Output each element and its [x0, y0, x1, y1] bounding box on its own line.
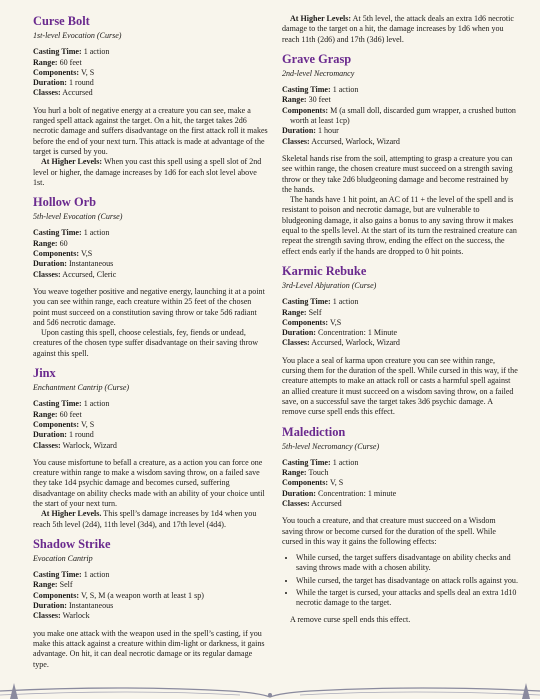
stat-casting-time: Casting Time: 1 action: [282, 85, 359, 95]
stat-range: Range: 60 feet: [33, 57, 82, 67]
higher-levels: At Higher Levels: At 5th level, the attack deals an extra 1d6 necrotic damage to the target on a hit, the damage increases by 1d6 when you reach 11th (2d6) and 17th (3d6) level.: [282, 14, 514, 44]
stat-range: Range: Self: [282, 307, 322, 317]
stat-casting-time: Casting Time: 1 action: [33, 47, 110, 57]
higher-levels: At Higher Levels: When you cast this spell using a spell slot of 2nd level or higher, the damage increases by 1d6 for each slot level above 1st.: [33, 157, 262, 187]
spell-subtitle: 5th-level Necromancy (Curse): [282, 441, 380, 451]
stat-casting-time: Casting Time: 1 action: [282, 457, 359, 467]
spell-description: You hurl a bolt of negative energy at a creature you can see, make a ranged spell attack against the target. On a hit, the target takes 2d6 necrotic damage and suffers disadvantage on the first attack roll it makes before the end of your next turn. This attack is made at advantage of the target is cursed by you.: [33, 105, 268, 156]
stat-range: Range: Self: [33, 580, 73, 590]
spell-title: Jinx: [33, 366, 56, 381]
spell-description: You touch a creature, and that creature must succeed on a Wisdom saving throw or become cursed for the duration of the spell. While cursed in this way it gains the following effects:: [282, 516, 496, 546]
stat-classes: Classes: Accursed: [282, 498, 342, 508]
spell-description: Skeletal hands rise from the soil, attempting to grasp a creature you can see within range, the chosen creature must succeed on a strength saving throw or they take 2d6 bludgeoning damage and become restrained by the hands.: [282, 153, 513, 194]
effects-list: [282, 553, 518, 608]
stat-duration: Duration: 1 hour: [282, 126, 339, 136]
stat-classes: Classes: Accursed, Cleric: [33, 269, 117, 279]
stat-classes: Classes: Warlock: [33, 611, 90, 621]
spell-subtitle: Evocation Cantrip: [33, 553, 93, 563]
stat-duration: Duration: 1 round: [33, 430, 94, 440]
spell-jinx: [33, 366, 269, 530]
spell-subtitle: 5th-level Evocation (Curse): [33, 212, 123, 222]
spell-title: Malediction: [282, 424, 346, 439]
stat-duration: Duration: Instantaneous: [33, 601, 114, 611]
stat-duration: Duration: Concentration: 1 Minute: [282, 328, 398, 338]
spell-curse-bolt: [33, 14, 269, 188]
right-column: [282, 14, 518, 632]
stat-classes: Classes: Accursed, Warlock, Wizard: [282, 338, 400, 348]
spell-description: You weave together positive and negative energy, launching it at a point you can see within range, each creature within 25 feet of the chosen point must succeed on a constitution saving throw or take 5d6 radiant and 5d6 necrotic damage.: [33, 286, 265, 327]
spell-title: Karmic Rebuke: [282, 263, 367, 278]
spell-description-2: The hands have 1 hit point, an AC of 11 + the level of the spell and is resistant to poison and necrotic damage, but are vulnerable to bludgeoning damage, it also gains a bonus to any saving throw it makes equal to the spells level. At the start of its turn the restrained creature can repeat the strength saving throw, ending the effect on the success, the effect ends early if the hands are dropped to 0 hit points.: [282, 195, 517, 256]
footer-ornament: [0, 661, 540, 699]
stat-components: Components: V,S: [33, 249, 93, 259]
stat-range: Range: 60: [33, 238, 68, 248]
stat-range: Range: Touch: [282, 468, 329, 478]
stat-casting-time: Casting Time: 1 action: [33, 399, 110, 409]
left-column: [33, 14, 269, 677]
stat-components: Components: V, S, M (a weapon worth at least 1 sp): [33, 590, 204, 600]
list-item: • While cursed, the target suffers disadvantage on ability checks and saving throws made with a chosen ability.: [296, 553, 518, 574]
spell-hollow-orb: [33, 195, 269, 359]
list-item: • While the target is cursed, your attacks and spells deal an extra 1d10 necrotic damage to the target.: [296, 588, 518, 609]
stat-classes: Classes: Accursed: [33, 88, 93, 98]
higher-levels: At Higher Levels. This spell’s damage increases by 1d4 when you reach 5th level (2d4), 11th level (3d4), and 17th level (4d4).: [33, 509, 257, 529]
spell-grave-grasp: [282, 52, 518, 257]
stat-components: Components: V, S: [33, 419, 95, 429]
stat-components: Components: V, S: [33, 67, 95, 77]
shadow-strike-continued: [282, 14, 518, 45]
spell-karmic-rebuke: [282, 264, 518, 418]
stat-duration: Duration: Instantaneous: [33, 259, 114, 269]
stat-range: Range: 30 feet: [282, 95, 331, 105]
spell-subtitle: 3rd-Level Abjuration (Curse): [282, 280, 377, 290]
spell-description: you make one attack with the weapon used in the spell’s casting, if you make this attack against a creature within dim-light or darkness, it gains advantage. On hit, it can deal necrotic damage or its regular damage type.: [33, 628, 265, 669]
spell-title: Shadow Strike: [33, 536, 111, 551]
spell-title: Hollow Orb: [33, 195, 96, 210]
spell-title: Grave Grasp: [282, 51, 352, 66]
stat-components: Components: V, S: [282, 478, 344, 488]
list-item: • While cursed, the target has disadvantage on attack rolls against you.: [296, 576, 518, 586]
stat-range: Range: 60 feet: [33, 409, 82, 419]
spell-title: Curse Bolt: [33, 14, 90, 28]
spell-end-note: A remove curse spell ends this effect.: [290, 614, 411, 624]
spell-subtitle: 2nd-level Necromancy: [282, 68, 355, 78]
spell-description: You cause misfortune to befall a creature, as a action you can force one creature within range to make a wisdom saving throw, on a failed save they take 1d4 psychic damage and becomes cursed, suffering disadvantage on ability checks made with an ability of your choice until the start of your next turn.: [33, 457, 265, 508]
stat-casting-time: Casting Time: 1 action: [282, 297, 359, 307]
spell-malediction: [282, 425, 518, 625]
stat-classes: Classes: Warlock, Wizard: [33, 440, 117, 450]
spell-subtitle: Enchantment Cantrip (Curse): [33, 383, 130, 393]
spell-description: You place a seal of karma upon creature you can see within range, cursing them for the duration of the spell. While cursed in this way, if the creature attempts to make an attack roll or casts a harmful spell against an allied creature it must succeed on a wisdom saving throw, on a failed save, on a successful save the target takes 3d6 psychic damage. A remove curse spell ends this effect.: [282, 355, 518, 417]
stat-casting-time: Casting Time: 1 action: [33, 570, 110, 580]
stat-classes: Classes: Accursed, Warlock, Wizard: [282, 136, 400, 146]
stat-duration: Duration: Concentration: 1 minute: [282, 488, 397, 498]
stat-components: Components: M (a small doll, discarded gum wrapper, a crushed button worth at least 1cp): [282, 105, 516, 126]
spell-shadow-strike: [33, 537, 269, 670]
stat-duration: Duration: 1 round: [33, 78, 94, 88]
stat-casting-time: Casting Time: 1 action: [33, 228, 110, 238]
stat-components: Components: V,S: [282, 317, 342, 327]
spell-subtitle: 1st-level Evocation (Curse): [33, 31, 122, 40]
spell-description-2: Upon casting this spell, choose celestials, fey, fiends or undead, creatures of the chosen type suffer disadvantage on their saving throw against this spell.: [33, 328, 259, 358]
